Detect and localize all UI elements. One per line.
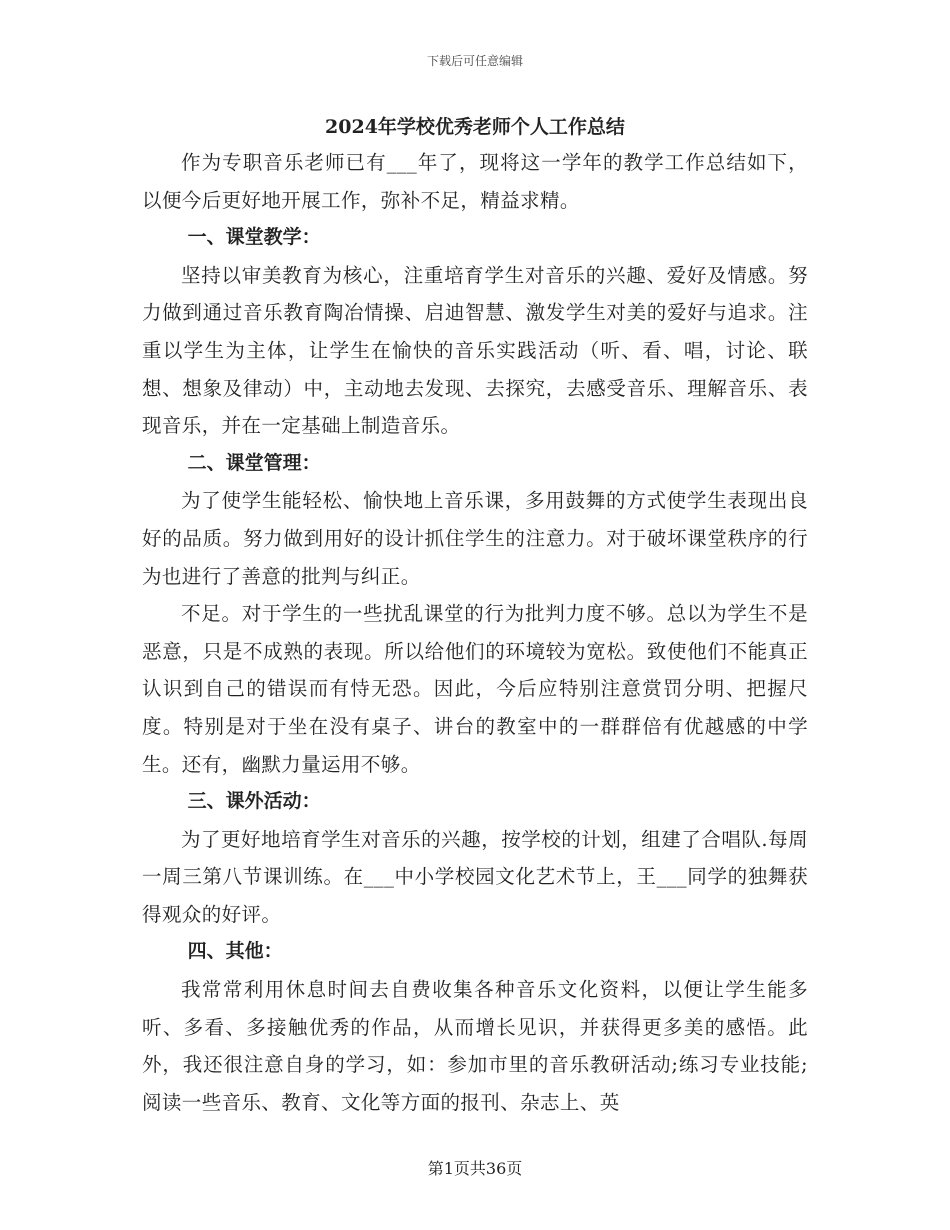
paragraph-classroom-management: 为了使学生能轻松、愉快地上音乐课，多用鼓舞的方式使学生表现出良好的品质。努力做到用好的设计抓住学生的注意力。对于破坏课堂秩序的行为也进行了善意的批判与纠正。 — [142, 489, 808, 588]
paragraph-shortcomings: 不足。对于学生的一些扰乱课堂的行为批判力度不够。总以为学生不是恶意，只是不成熟的表现。所以给他们的环境较为宽松。致使他们不能真正认识到自己的错误而有恃无恐。因此，今后应特别注意赏罚分明、把握尺度。特别是对于坐在没有桌子、讲台的教室中的一群群倍有优越感的中学生。还有，幽默力量运用不够。 — [142, 602, 808, 776]
paragraph-other: 我常常利用休息时间去自费收集各种音乐文化资料，以便让学生能多听、多看、多接触优秀的作品，从而增长见识，并获得更多美的感悟。此外，我还很注意自身的学习，如：参加市里的音乐教研活动;练习专业技能;阅读一些音乐、教育、文化等方面的报刊、杂志上、英 — [142, 978, 808, 1114]
section-heading-classroom-teaching: 一、课堂教学： — [187, 226, 321, 249]
header-note: 下载后可任意编辑 — [426, 54, 523, 68]
section-heading-classroom-management: 二、课堂管理： — [187, 451, 321, 474]
page-number-footer: 第1页共36页 — [427, 1159, 523, 1178]
section-heading-extracurricular: 三、课外活动： — [187, 790, 321, 813]
paragraph-classroom-teaching: 坚持以审美教育为核心，注重培育学生对音乐的兴趣、爱好及情感。努力做到通过音乐教育陶冶情操、启迪智慧、激发学生对美的爱好与追求。注重以学生为主体，让学生在愉快的音乐实践活动（听、看、唱，讨论、联想、想象及律动）中，主动地去发现、去探究，去感受音乐、理解音乐、表现音乐，并在一定基础上制造音乐。 — [142, 263, 808, 438]
document-body — [142, 110, 808, 1121]
section-heading-other: 四、其他： — [187, 940, 283, 963]
document-title: 2024年学校优秀老师个人工作总结 — [325, 116, 625, 138]
paragraph-extracurricular: 为了更好地培育学生对音乐的兴趣，按学校的计划，组建了合唱队.每周一周三第八节课训练。在___中小学校园文化艺术节上，王___同学的独舞获得观众的好评。 — [142, 827, 808, 926]
paragraph-intro: 作为专职音乐老师已有___年了，现将这一学年的教学工作总结如下，以便今后更好地开展工作，弥补不足，精益求精。 — [142, 151, 808, 212]
